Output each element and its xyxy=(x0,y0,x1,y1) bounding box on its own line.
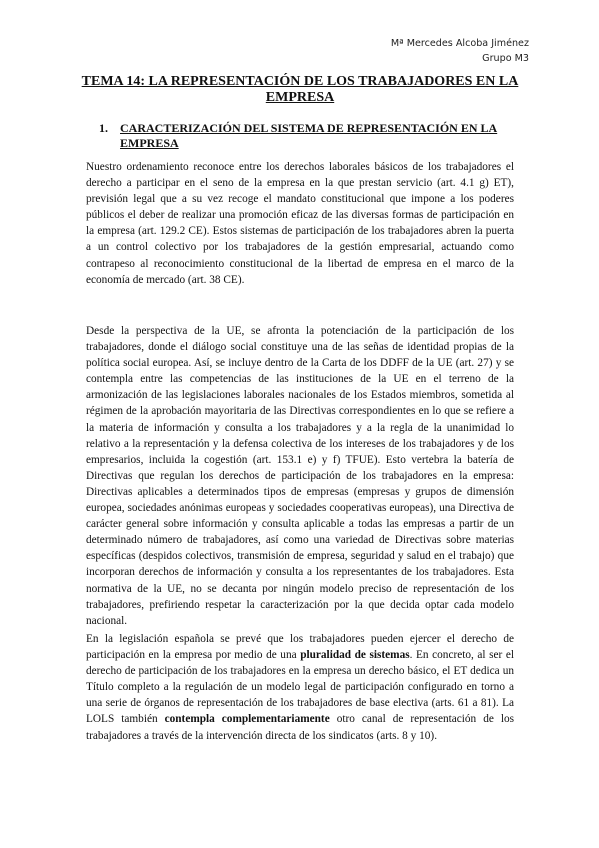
paragraph-3-bold-a: pluralidad de sistemas xyxy=(300,649,410,662)
section-number: 1. xyxy=(99,121,108,135)
document-title: TEMA 14: LA REPRESENTACIÓN DE LOS TRABAJADORES EN LA EMPRESA xyxy=(81,74,519,105)
paragraph-2: Desde la perspectiva de la UE, se afronta la potenciación de la participación de los trabajadores, donde el diálogo social constituye una de las señas de identidad propias de la política social europea. Así, se incluye dentro de la Carta de los DDFF de la UE (art. 27) y se contempla entre las competencias de las instituciones de la UE en el terreno de la armonización de las legislaciones laborales nacionales de los Estados miembros, sometida al régimen de la aprobación mayoritaria de las Directivas correspondientes en lo que se refiere a la materia de información y consulta a los trabajadores y a la regla de la unanimidad lo relativo a la representación y la defensa colectiva de los intereses de los trabajadores y de los empresarios, incluida la cogestión (art. 153.1 e) y f) TFUE). Esto vertebra la batería de Directivas que regulan los derechos de participación de los trabajadores en la empresa: Directivas aplicables a determinados tipos de empresas (empresas y grupos de dimensión europea, sociedades anónimas europeas y sociedades cooperativas europeas), una Directiva de carácter general sobre información y consulta aplicable a todas las empresas a partir de un determinado número de trabajadores, así como una variedad de Directivas sobre materias específicas (despidos colectivos, transmisión de empresa, seguridad y salud en el trabajo) que incorporan derechos de información y consulta a los representantes de los trabajadores. Esta normativa de la UE, no se decanta por ningún modelo preciso de representación de los trabajadores, prefiriendo respetar la caracterización por la que decida optar cada modelo nacional. xyxy=(86,325,514,627)
paragraph-3-bold-b: contempla complementariamente xyxy=(164,713,330,726)
section-heading xyxy=(99,121,520,151)
paragraph-3-part-c: . En concreto, al ser el derecho de participación de los trabajadores en la empresa un derecho básico, el ET dedica un Título completo a la regulación de un modelo legal de participación configurado en torno a una serie de órganos de representación de los trabajadores de base electiva (arts. 61 a 81). La LOLS también xyxy=(86,649,515,726)
paragraph-3 xyxy=(86,631,514,744)
paragraph-3-part-e: otro canal de representación de los trabajadores a través de la intervención directa de los sindicatos (arts. 8 y 10). xyxy=(86,713,515,742)
page-header xyxy=(391,36,529,66)
author-name: Mª Mercedes Alcoba Jiménez xyxy=(390,38,529,49)
paragraph-3-part-a: En la legislación española se prevé que los trabajadores pueden ejercer el derecho de participación en la empresa por medio de una xyxy=(86,633,514,662)
paragraph-1: Nuestro ordenamiento reconoce entre los derechos laborales básicos de los trabajadores el derecho a participar en el seno de la empresa en la que prestan servicio (art. 4.1 g) ET), previsión legal que a su vez recoge el mandato constitucional que impone a los poderes públicos el deber de realizar una promoción eficaz de las diversas formas de participación en la empresa (art. 129.2 CE). Estos sistemas de participación de los trabajadores abren la puerta a un control colectivo por los trabajadores de la gestión empresarial, actuando como contrapeso al reconocimiento constitucional de la libertad de empresa en el marco de la economía de mercado (art. 38 CE). xyxy=(86,161,514,286)
section-title: CARACTERIZACIÓN DEL SISTEMA DE REPRESENTACIÓN EN LA EMPRESA xyxy=(120,121,498,150)
group-label: Grupo M3 xyxy=(482,53,529,64)
